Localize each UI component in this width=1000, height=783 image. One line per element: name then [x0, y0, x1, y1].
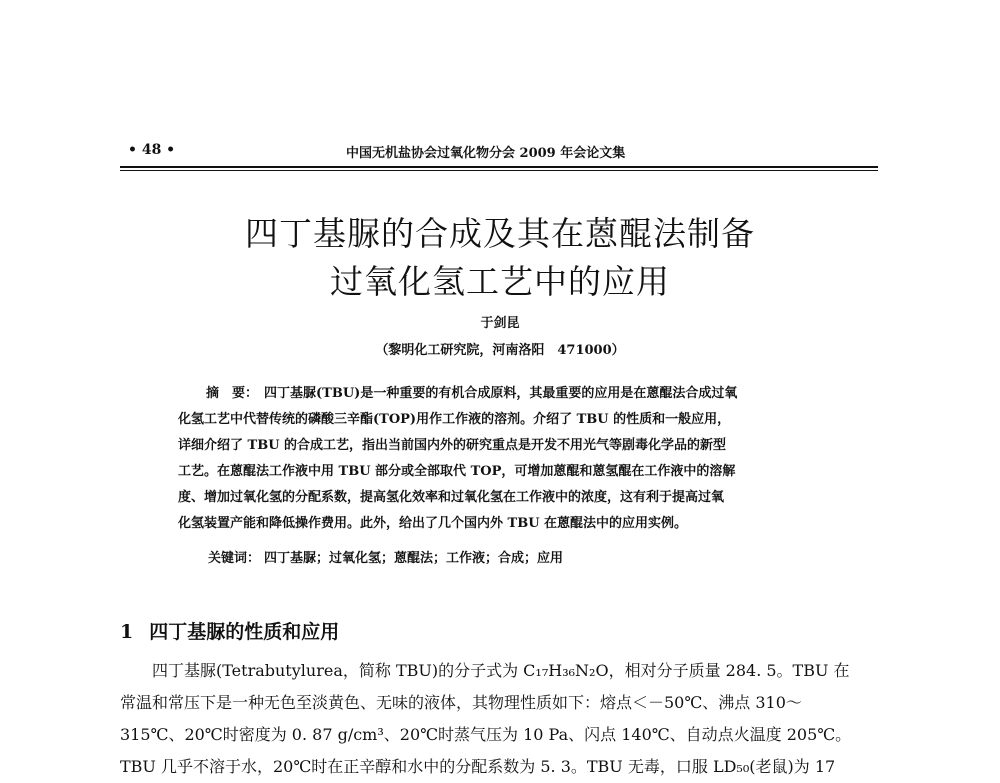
abstract-line: 化氢装置产能和降低操作费用。此外，给出了几个国内外 TBU 在蒽醌法中的应用实例。 — [178, 516, 688, 531]
affiliation: （黎明化工研究院，河南洛阳 471000） — [375, 343, 625, 358]
body-line: TBU 几乎不溶于水，20℃时在正辛醇和水中的分配系数为 5. 3。TBU 无毒，口服 LD₅₀(老鼠)为 17 — [120, 757, 836, 776]
abstract-line: 详细介绍了 TBU 的合成工艺，指出当前国内外的研究重点是开发不用光气等剧毒化学品的新型 — [178, 438, 727, 453]
running-header — [120, 142, 880, 162]
keywords-label: 关键词： — [208, 551, 261, 566]
abstract-line: 化氢工艺中代替传统的磷酸三辛酯(TOP)用作工作液的溶剂。介绍了 TBU 的性质和一般应用， — [178, 412, 731, 427]
body-line: 四丁基脲(Tetrabutylurea，简称 TBU)的分子式为 C₁₇H₃₆N₂O，相对分子质量 284. 5。TBU 在 — [152, 661, 850, 680]
paper-title-line-1: 四丁基脲的合成及其在蒽醌法制备 — [245, 214, 755, 253]
section-number: 1 — [120, 621, 134, 643]
section-title: 四丁基脲的性质和应用 — [149, 621, 340, 643]
abstract-label: 摘 要： — [206, 386, 259, 401]
journal-title: 中国无机盐协会过氧化物分会 2009 年会论文集 — [346, 146, 626, 161]
keywords-text: 四丁基脲；过氧化氢；蒽醌法；工作液；合成；应用 — [264, 551, 564, 566]
abstract-text: 四丁基脲(TBU)是一种重要的有机合成原料，其最重要的应用是在蒽醌法合成过氧 — [264, 386, 738, 401]
body-line: 常温和常压下是一种无色至淡黄色、无味的液体，其物理性质如下：熔点＜－50℃、沸点 310～ — [120, 693, 802, 712]
body-line: 315℃、20℃时密度为 0. 87 g/cm³、20℃时蒸气压为 10 Pa、闪点 140℃、自动点火温度 205℃。 — [120, 725, 852, 744]
header-rule-thick — [120, 166, 878, 168]
abstract-line — [178, 381, 818, 407]
header-rule-thin — [120, 170, 878, 171]
page-number: • 48 • — [128, 142, 176, 158]
keywords — [208, 547, 818, 566]
body-paragraph — [120, 655, 880, 783]
paper-title-line-2: 过氧化氢工艺中的应用 — [330, 262, 670, 301]
abstract-line: 度、增加过氧化氢的分配系数，提高氢化效率和过氧化氢在工作液中的浓度，这有利于提高过氧 — [178, 490, 725, 505]
abstract — [178, 381, 818, 537]
section-heading — [120, 617, 880, 644]
author: 于剑昆 — [480, 316, 520, 331]
abstract-line: 工艺。在蒽醌法工作液中用 TBU 部分或全部取代 TOP，可增加蒽醌和蒽氢醌在工作液中的溶解 — [178, 464, 736, 479]
